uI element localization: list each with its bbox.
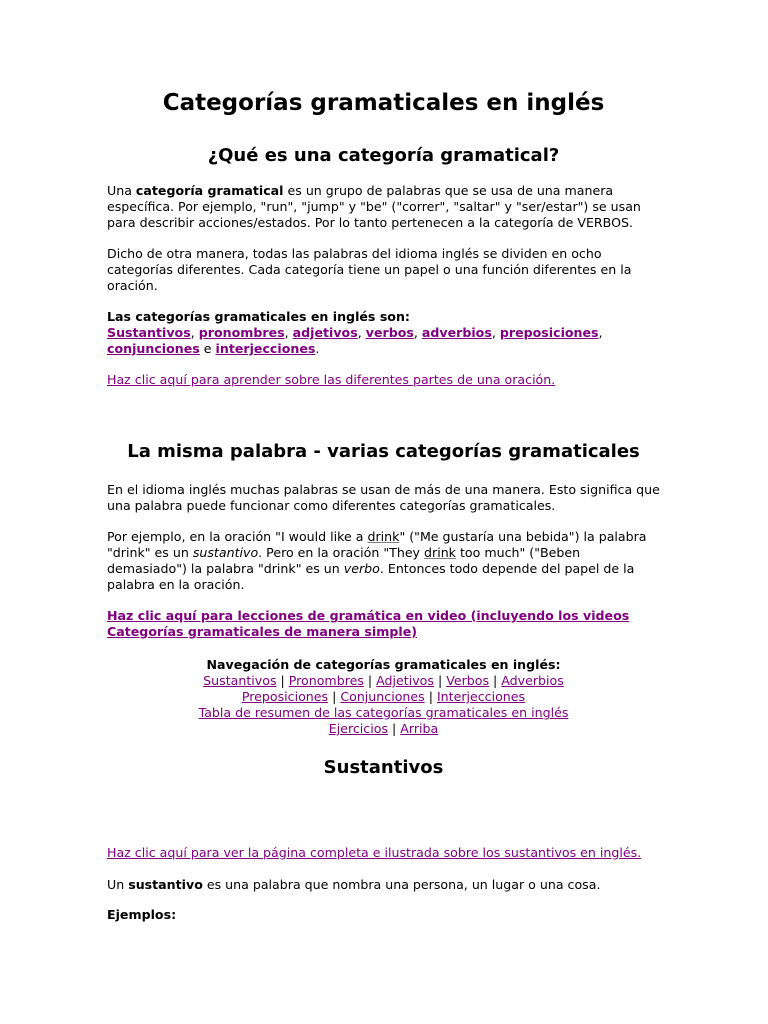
video-lessons-paragraph (107, 608, 660, 640)
explanation-paragraph: Dicho de otra manera, todas las palabras del idioma inglés se dividen en ocho categorías diferentes. Cada categoría tiene un papel o una función diferentes en la oración. (107, 246, 632, 293)
noun-term-bold: sustantivo (128, 877, 203, 892)
term-bold: categoría gramatical (135, 183, 284, 198)
noun-definition-paragraph: Un sustantivo es una palabra que nombra una persona, un lugar o una cosa. (107, 877, 601, 892)
section-heading-sustantivos: Sustantivos (323, 757, 444, 778)
nav-link-preposiciones[interactable]: Preposiciones (241, 689, 329, 704)
nav-heading: Navegación de categorías gramaticales en inglés: (206, 657, 561, 672)
multiple-uses-paragraph: En el idioma inglés muchas palabras se usan de más de una manera. Esto significa que una palabra puede funcionar como diferentes categorías gramaticales. (107, 482, 660, 513)
parts-of-sentence-paragraph (107, 372, 660, 388)
nav-link-sustantivos[interactable]: Sustantivos (203, 673, 277, 688)
link-adverbios[interactable]: adverbios (421, 325, 492, 340)
categories-list-heading: Las categorías gramaticales en inglés son: (107, 309, 410, 324)
examples-label: Ejemplos: (107, 907, 177, 922)
sustantivo-italic: sustantivo (192, 545, 259, 560)
nav-link-verbos[interactable]: Verbos (446, 673, 490, 688)
nav-link-arriba[interactable]: Arriba (400, 721, 439, 736)
page-title: Categorías gramaticales en inglés (162, 90, 605, 116)
link-verbos[interactable]: verbos (365, 325, 414, 340)
nouns-page-link[interactable]: Haz clic aquí para ver la página completa e ilustrada sobre los sustantivos en inglés. (107, 845, 642, 860)
drink-word-2: drink (424, 545, 456, 560)
link-pronombres[interactable]: pronombres (198, 325, 285, 340)
verbo-italic: verbo (343, 561, 380, 576)
parts-of-sentence-link[interactable]: Haz clic aquí para aprender sobre las diferentes partes de una oración. (107, 372, 556, 387)
link-interjecciones[interactable]: interjecciones (215, 341, 316, 356)
nav-link-interjecciones[interactable]: Interjecciones (436, 689, 526, 704)
section-heading-same-word: La misma palabra - varias categorías gramaticales (127, 441, 640, 462)
nav-link-adverbios[interactable]: Adverbios (501, 673, 564, 688)
drink-word-1: drink (367, 529, 400, 544)
nav-link-conjunciones[interactable]: Conjunciones (340, 689, 425, 704)
nav-link-adjetivos[interactable]: Adjetivos (376, 673, 434, 688)
drink-example-paragraph: Por ejemplo, en la oración "I would like a drink" ("Me gustaría una bebida") la palabra "drink" es un sustantivo. Pero en la oración "They drink too much" ("Beben demasiado") la palabra "drink" es un verbo. Entonces todo depende del papel de la palabra en la oración. (107, 529, 647, 592)
link-conjunciones[interactable]: conjunciones (107, 341, 200, 356)
link-adjetivos[interactable]: adjetivos (292, 325, 358, 340)
section-heading-what-is: ¿Qué es una categoría gramatical? (207, 145, 560, 166)
nav-link-pronombres[interactable]: Pronombres (288, 673, 364, 688)
nouns-page-paragraph (107, 845, 660, 861)
video-lessons-link[interactable]: Haz clic aquí para lecciones de gramática en video (incluyendo los videos Categorías gramaticales de manera simple) (107, 608, 630, 639)
categories-list-paragraph: Las categorías gramaticales en inglés son: Sustantivos, pronombres, adjetivos, verbos, adverbios, preposiciones, conjunciones e interjecciones. (107, 309, 603, 356)
link-preposiciones[interactable]: preposiciones (499, 325, 599, 340)
definition-paragraph: Una categoría gramatical es un grupo de palabras que se usa de una manera específica. Por ejemplo, "run", "jump" y "be" ("correr", "saltar" y "ser/estar") se usan para describir acciones/estados. Por lo tanto pertenecen a la categoría de VERBOS. (107, 183, 641, 230)
nav-link-summary-table[interactable]: Tabla de resumen de las categorías gramaticales en inglés (198, 705, 569, 720)
nav-link-ejercicios[interactable]: Ejercicios (328, 721, 388, 736)
link-sustantivos[interactable]: Sustantivos (107, 325, 191, 340)
category-navigation: Navegación de categorías gramaticales en inglés: Sustantivos | Pronombres | Adjetivos | Verbos | Adverbios Preposiciones | Conjunciones | Interjecciones Tabla de resumen de las categorías gramaticales en inglés Ejercicios | Arriba (198, 657, 569, 736)
